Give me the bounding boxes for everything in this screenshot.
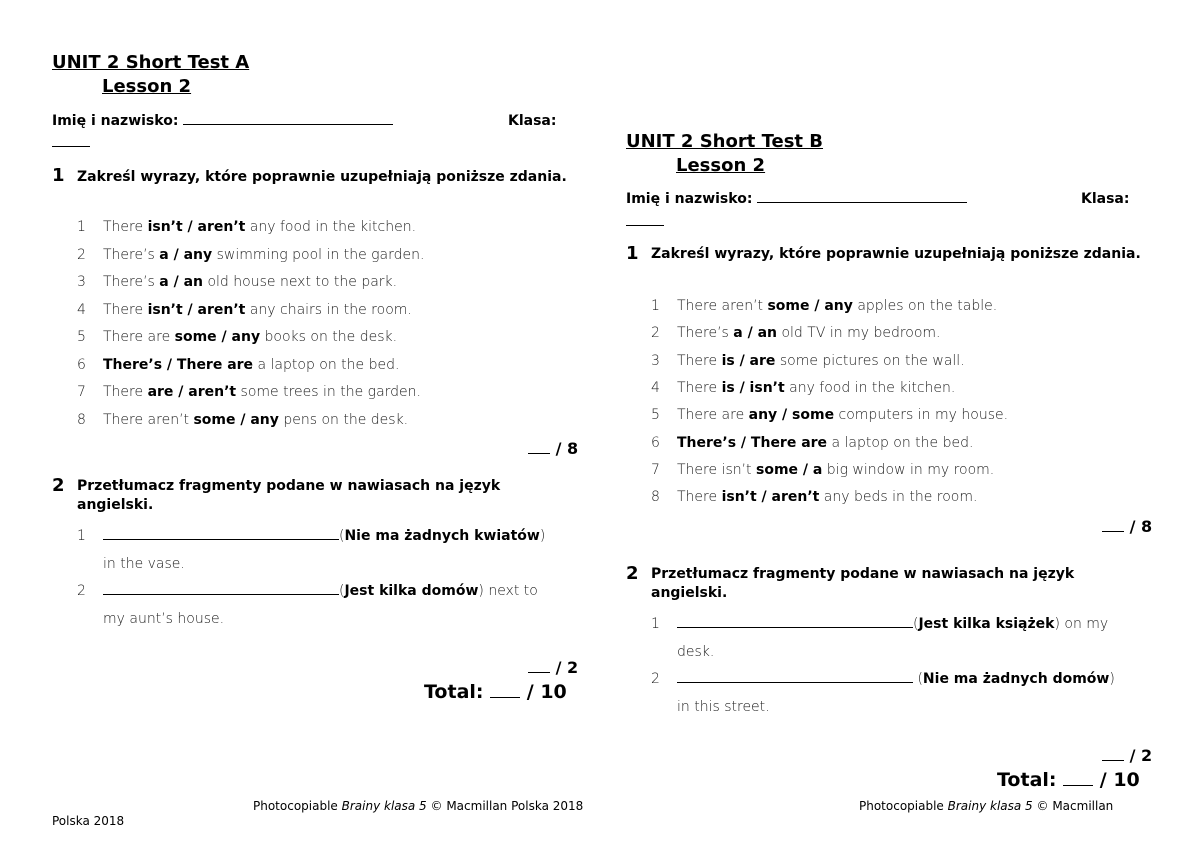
bracket-close: )	[539, 528, 546, 544]
list-item	[77, 274, 557, 294]
item-number: 5	[77, 329, 86, 345]
answer-options: any / some	[748, 407, 835, 424]
answer-options: is / are	[721, 352, 776, 369]
item-sentence	[677, 435, 973, 451]
total-label: Total:	[424, 681, 484, 703]
sentence-end: apples on the table.	[852, 298, 998, 314]
footer-left	[253, 799, 583, 813]
answer-options: some / a	[756, 461, 823, 478]
answer-options: a / an	[733, 325, 778, 342]
test-a-q2-score	[528, 658, 578, 677]
bracket-open: (	[913, 616, 919, 632]
sentence-start: There aren’t	[103, 411, 194, 428]
test-b-name-field	[626, 191, 967, 207]
score-value: / 8	[555, 439, 579, 458]
footer-text: Photocopiable	[253, 799, 342, 813]
item-continuation: in the vase.	[103, 555, 185, 572]
test-b-lesson: Lesson 2	[676, 155, 766, 176]
answer-options: a / an	[159, 274, 204, 290]
list-item	[77, 219, 557, 239]
footer-text: Photocopiable	[859, 799, 948, 813]
sentence-end: big window in my room.	[822, 461, 995, 478]
footer-book-title: Brainy klasa 5	[341, 799, 427, 813]
class-label: Klasa:	[508, 113, 557, 129]
item-sentence	[677, 325, 941, 341]
total-score: / 10	[526, 681, 567, 703]
item-number: 1	[77, 219, 86, 235]
answer-blank	[103, 539, 339, 540]
item-sentence	[103, 412, 408, 428]
answer-options: some / any	[767, 298, 853, 314]
item-sentence	[677, 298, 997, 314]
footer-text: © Macmillan	[1032, 799, 1114, 813]
item-number: 2	[77, 583, 86, 599]
item-sentence	[677, 616, 1108, 632]
class-blank	[626, 225, 664, 226]
name-label: Imię i nazwisko:	[52, 113, 179, 129]
source-phrase: Jest kilka domów	[344, 583, 479, 599]
test-b-title: UNIT 2 Short Test B	[626, 131, 824, 152]
total-label: Total:	[997, 769, 1057, 791]
item-sentence	[103, 302, 412, 318]
list-item	[651, 462, 1131, 482]
item-sentence	[103, 219, 416, 235]
item-number: 2	[651, 325, 660, 342]
list-item	[651, 353, 1131, 373]
list-item	[651, 489, 1131, 509]
class-label: Klasa:	[1081, 191, 1130, 207]
bracket-close: ) on my	[1054, 616, 1109, 632]
item-sentence	[677, 353, 965, 369]
score-value: / 2	[1129, 746, 1153, 765]
answer-blank	[677, 682, 913, 683]
item-number: 6	[77, 356, 86, 373]
bracket-open: (	[339, 583, 345, 599]
item-number: 4	[77, 301, 86, 318]
item-number: 8	[77, 411, 86, 428]
question-number: 1	[52, 165, 65, 186]
question-number: 1	[626, 243, 639, 264]
sentence-start: There isn’t	[677, 461, 756, 478]
item-sentence	[677, 671, 1115, 687]
sentence-start: There’s	[677, 325, 734, 342]
item-sentence	[103, 329, 397, 345]
item-number: 3	[77, 274, 86, 290]
answer-options: a / any	[159, 246, 213, 263]
answer-blank	[677, 627, 913, 628]
name-blank	[757, 202, 967, 203]
list-item	[77, 357, 557, 377]
item-sentence	[103, 583, 538, 599]
footer-wrap: Polska 2018	[52, 814, 125, 828]
list-item	[651, 616, 1141, 671]
question-instruction: Przetłumacz fragmenty podane w nawiasach na język angielski.	[651, 566, 1075, 601]
score-value: / 2	[555, 658, 579, 677]
question-number: 2	[626, 563, 639, 584]
item-continuation: desk.	[677, 643, 715, 660]
item-number: 1	[77, 528, 86, 544]
sentence-end: old TV in my bedroom.	[777, 325, 941, 342]
sentence-end: any beds in the room.	[819, 489, 978, 506]
answer-options: are / aren’t	[147, 384, 237, 400]
test-a-lesson: Lesson 2	[102, 76, 192, 97]
list-item	[651, 407, 1131, 427]
item-sentence	[103, 247, 424, 263]
answer-options: isn’t / aren’t	[147, 301, 246, 318]
answer-options: is / isn’t	[721, 379, 785, 396]
sentence-end: books on the desk.	[260, 329, 398, 345]
item-number: 7	[77, 384, 86, 400]
item-sentence	[103, 357, 399, 373]
test-b-q2-score	[1102, 746, 1152, 765]
sentence-start: There’s	[103, 274, 160, 290]
footer-text: © Macmillan Polska 2018	[426, 799, 584, 813]
score-value: / 8	[1129, 517, 1153, 536]
sentence-start: There are	[103, 329, 175, 345]
item-sentence	[103, 528, 545, 544]
sentence-start: There	[677, 379, 722, 396]
list-item	[651, 380, 1131, 400]
bracket-close: ) next to	[478, 583, 538, 599]
item-number: 7	[651, 461, 660, 478]
sentence-start: There are	[677, 407, 749, 424]
item-sentence	[103, 274, 397, 290]
sentence-end: old house next to the park.	[203, 274, 398, 290]
item-sentence	[677, 462, 994, 478]
answer-options: There’s / There are	[677, 434, 828, 451]
answer-blank	[103, 594, 339, 595]
question-instruction: Zakreśl wyrazy, które poprawnie uzupełniają poniższe zdania.	[77, 169, 567, 185]
answer-options: some / any	[174, 329, 261, 345]
item-sentence	[677, 489, 977, 505]
item-number: 6	[651, 434, 660, 451]
sentence-start: There aren’t	[677, 298, 768, 314]
answer-options: There’s / There are	[103, 356, 254, 373]
answer-options: isn’t / aren’t	[147, 219, 246, 235]
list-item	[77, 384, 557, 404]
sentence-end: any chairs in the room.	[245, 301, 412, 318]
test-a-total	[424, 681, 567, 703]
sentence-start: There	[103, 219, 148, 235]
sentence-end: a laptop on the bed.	[253, 356, 400, 373]
item-number: 2	[651, 671, 660, 687]
source-phrase: Nie ma żadnych domów	[922, 671, 1110, 687]
list-item	[651, 671, 1141, 726]
sentence-start: There	[103, 384, 148, 400]
item-number: 4	[651, 379, 660, 396]
item-sentence	[677, 380, 955, 396]
sentence-start: There	[677, 352, 722, 369]
list-item	[77, 412, 557, 432]
item-number: 2	[77, 246, 86, 263]
bracket-close: )	[1109, 671, 1115, 687]
item-sentence	[677, 407, 1008, 423]
list-item	[651, 435, 1131, 455]
question-instruction: Przetłumacz fragmenty podane w nawiasach na język angielski.	[77, 478, 501, 513]
list-item	[77, 247, 557, 267]
item-number: 1	[651, 298, 660, 314]
sentence-end: computers in my house.	[834, 407, 1009, 424]
total-score: / 10	[1099, 769, 1140, 791]
test-b-q1-score	[1102, 517, 1152, 536]
sentence-start: There	[677, 489, 722, 506]
item-sentence	[103, 384, 421, 400]
test-a-title: UNIT 2 Short Test A	[52, 52, 250, 73]
test-b-total	[997, 769, 1140, 791]
answer-options: isn’t / aren’t	[721, 489, 820, 506]
test-a-name-field	[52, 113, 393, 129]
bracket-open: (	[339, 528, 345, 544]
list-item	[651, 325, 1131, 345]
sentence-end: any food in the kitchen.	[784, 379, 956, 396]
footer-book-title: Brainy klasa 5	[947, 799, 1033, 813]
class-blank	[52, 146, 90, 147]
item-number: 5	[651, 407, 660, 424]
sentence-end: any food in the kitchen.	[245, 219, 417, 235]
sentence-end: some trees in the garden.	[236, 384, 421, 400]
list-item	[77, 583, 567, 638]
name-blank	[183, 124, 393, 125]
question-number: 2	[52, 475, 65, 496]
sentence-start: There	[103, 301, 148, 318]
source-phrase: Nie ma żadnych kwiatów	[344, 528, 540, 544]
list-item	[77, 302, 557, 322]
list-item	[651, 298, 1131, 318]
sentence-end: pens on the desk.	[278, 411, 409, 428]
sentence-end: some pictures on the wall.	[775, 352, 965, 369]
bracket-open: (	[913, 671, 923, 687]
name-label: Imię i nazwisko:	[626, 191, 753, 207]
item-continuation: in this street.	[677, 698, 770, 715]
question-instruction: Zakreśl wyrazy, które poprawnie uzupełniają poniższe zdania.	[651, 246, 1141, 262]
item-continuation: my aunt’s house.	[103, 610, 225, 627]
item-number: 3	[651, 352, 660, 369]
sentence-start: There’s	[103, 246, 160, 263]
item-number: 1	[651, 616, 660, 632]
sentence-end: swimming pool in the garden.	[212, 246, 425, 263]
sentence-end: a laptop on the bed.	[827, 434, 974, 451]
source-phrase: Jest kilka książek	[918, 616, 1055, 632]
list-item	[77, 329, 557, 349]
footer-right	[859, 799, 1113, 813]
item-number: 8	[651, 489, 660, 506]
list-item	[77, 528, 567, 583]
answer-options: some / any	[193, 411, 279, 428]
test-a-q1-score	[528, 439, 578, 458]
